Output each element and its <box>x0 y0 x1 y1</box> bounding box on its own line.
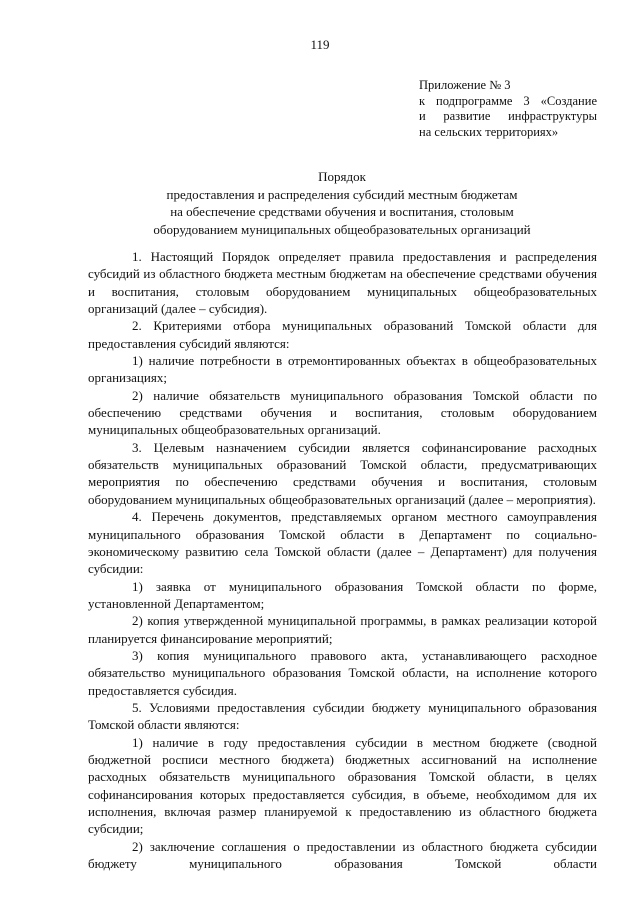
paragraph: 1. Настоящий Порядок определяет правила предоставления и распределения субсидий из областного бюджета местным бюджетам на обеспечение средствами обучения и воспитания, столовым оборудованием муниципальных общеобразовательных организаций (далее – субсидия). <box>88 249 597 317</box>
appendix-line: Приложение № 3 <box>419 78 511 92</box>
paragraph: 1) наличие потребности в отремонтированных объектах в общеобразовательных организациях; <box>88 353 597 386</box>
paragraph: 2) наличие обязательств муниципального образования Томской области по обеспечению средствами обучения и воспитания, столовым оборудованием муниципальных общеобразовательных организаций. <box>88 387 597 438</box>
paragraph: 3. Целевым назначением субсидии является софинансирование расходных обязательств муниципальных образований Томской области, предусматривающих мероприятия по обеспечению средствами обучения и воспитания, столовым оборудованием муниципальных общеобразовательных организаций (далее – мероприятия). <box>88 439 597 507</box>
title-line: предоставления и распределения субсидий местным бюджетам <box>166 186 518 202</box>
paragraph: 2) копия утвержденной муниципальной программы, в рамках реализации которой планируется финансирование мероприятий; <box>88 613 597 646</box>
document-body <box>88 248 597 872</box>
appendix-line: на сельских территориях» <box>419 124 559 139</box>
appendix-line: и развитие инфраструктуры <box>419 109 597 123</box>
appendix-line: к подпрограмме 3 «Создание <box>419 93 597 108</box>
paragraph: 3) копия муниципального правового акта, устанавливающего расходное обязательство муниципального образования Томской области, на исполнение которого предоставляется субсидия. <box>88 647 597 698</box>
paragraph: 4. Перечень документов, представляемых органом местного самоуправления муниципального образования Томской области в Департамент по социально-экономическому развитию села Томской области (далее – Департамент) для получения субсидии: <box>88 509 597 577</box>
title-line: на обеспечение средствами обучения и воспитания, столовым <box>170 204 514 219</box>
appendix-header <box>419 78 597 140</box>
title-line: оборудованием муниципальных общеобразовательных организаций <box>153 221 531 237</box>
paragraph: 1) заявка от муниципального образования Томской области по форме, установленной Департаментом; <box>88 578 597 611</box>
paragraph: 5. Условиями предоставления субсидии бюджету муниципального образования Томской области являются: <box>88 699 597 733</box>
page-number: 119 <box>310 37 330 52</box>
document-title <box>88 168 596 238</box>
title-heading: Порядок <box>318 169 366 184</box>
paragraph: 1) наличие в году предоставления субсидии в местном бюджете (сводной бюджетной росписи местного бюджета) бюджетных ассигнований на исполнение расходных обязательств муниципального образования Томской области, в целях софинансирования которых предоставляется субсидия, в объеме, необходимом для их исполнения, включая размер планируемой к предоставлению из областного бюджета субсидии; <box>88 734 597 837</box>
paragraph: 2) заключение соглашения о предоставлении из областного бюджета субсидии бюджету муниципального образования Томской области <box>88 838 597 872</box>
paragraph: 2. Критериями отбора муниципальных образований Томской области для предоставления субсидий являются: <box>88 318 597 351</box>
